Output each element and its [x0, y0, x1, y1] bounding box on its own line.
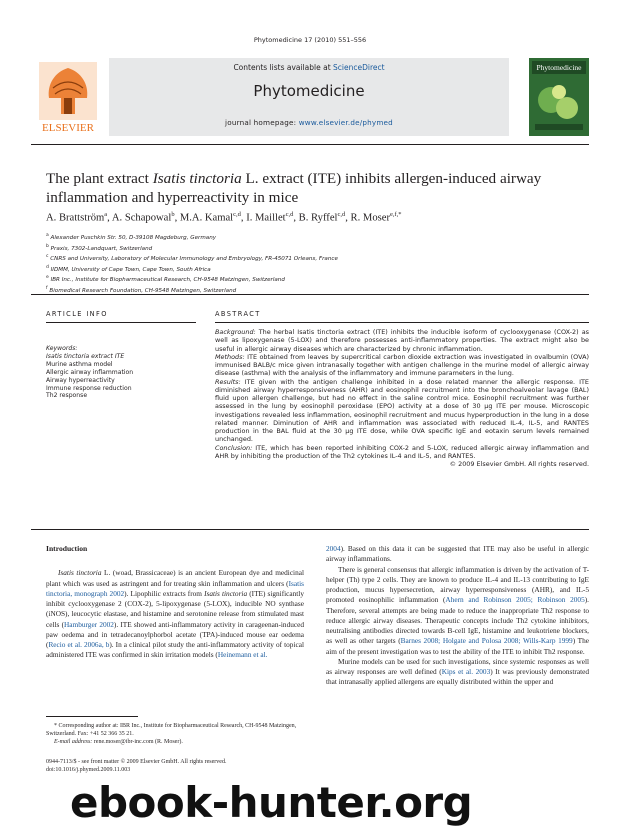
body-paragraph: 2004). Based on this data it can be suggested that ITE may also be useful in allergic airway inflammations.	[326, 544, 589, 564]
reference-link[interactable]: Kips et al. 2003	[441, 667, 491, 676]
reference-link[interactable]: Isatis tinctoria, monograph 2002	[46, 578, 304, 598]
keywords-label: Keywords:	[46, 345, 78, 352]
cover-title: Phytomedicine	[536, 63, 582, 72]
abstract-results: Results: ITE given with the antigen challenge inhibited in a dose related manner the allergic response. ITE diminished airway hyperresponsiveness (AHR) and eosinophil recruitment into the bronchoalveolar lavage (BAL) fluid upon allergen challenge, but had no effect in the saline control mice. Eosinophil recruitment was further assessed in the lung by eosinophil peroxidase (EPO) activity at a dose of 30 μg ITE per mouse. Microscopic investigations revealed less inflammation, eosinophil recruitment and mucus hyperproduction in the lung in a dose related manner. Diminution of AHR and inflammation was associated with reduced IL-4, IL-5, and RANTES production in the BAL fluid at the 30 μg ITE dose, while OVA specific IgE and eotaxin serum levels remained unchanged.	[215, 377, 589, 444]
body-column-left	[46, 544, 304, 661]
abstract-conclusion: Conclusion: ITE, which has been reported inhibiting COX-2 and 5-LOX, reduced allergic airway inflammation and AHR by inhibiting the production of the Th2 cytokines IL-4 and IL-5, and RANTES.	[215, 443, 589, 460]
copyright-notice: © 2009 Elsevier GmbH. All rights reserved.	[449, 460, 589, 468]
reference-link[interactable]: Recio et al. 2006a, b	[48, 640, 110, 649]
body-paragraph: Isatis tinctoria L. (woad, Brassicaceae) is an ancient European dye and medicinal plant which was used as astringent and for treating skin inflammation and ulcers (Isatis tinctoria, monograph 2002). Lipophilic extracts from Isatis tinctoria (ITE) significantly inhibit cyclooxygenase 2 (COX-2), 5-lipoxygenase (5-LOX), inducible NO synthase (iNOS), leucocytic elastase, and histamine and serotonine release from stimulated mast cells (Hamburger 2002). ITE showed anti-inflammatory activity in carageenan-induced paw oedema and in tetradecanoylphorbol acetate (TPA)-induced mouse ear oedema (Recio et al. 2006a, b). In a clinical pilot study the anti-inflammatory activity of topical administered ITE was confirmed in skin irritation models (Heinemann et al.	[46, 568, 305, 660]
contents-line	[109, 63, 509, 72]
affiliation: $^c$ CNRS and University, Laboratory of Molecular Immunology and Embryology, FR-45071 Orleans, France	[46, 254, 338, 262]
author: A. Schapowal	[111, 212, 172, 224]
keyword: Th2 response	[46, 392, 88, 400]
author: B. Ryffel	[298, 212, 338, 224]
keyword: Murine asthma model	[46, 360, 113, 368]
affiliation: $^e$ IBR Inc., Institute for Biopharmaceutical Research, CH-9548 Matzingen, Switzerland	[46, 275, 285, 284]
author: M.A. Kamal	[179, 212, 234, 224]
journal-cover-image	[529, 58, 589, 136]
author: I. Maillet	[246, 212, 286, 224]
sciencedirect-link[interactable]: ScienceDirect	[333, 63, 385, 72]
header-rule	[31, 144, 589, 145]
keyword: Allergic airway inflammation	[46, 368, 134, 376]
keywords-section	[46, 345, 206, 400]
abstract-background: Background: The herbal Isatis tinctoria extract (ITE) inhibits the inducible isoform of cyclooxygenase (COX-2) as well as lipoxygenase (5-LOX) and therefore possesses anti-inflammatory properties. The extract might also be useful in allergic airway diseases which are characterized by chronic inflammation.	[215, 328, 589, 353]
journal-homepage-link[interactable]: www.elsevier.de/phymed	[298, 118, 393, 127]
article-info-rule	[46, 322, 196, 323]
affiliation: $^d$ IIDMM, University of Cape Town, Cape Town, South Africa	[46, 264, 211, 273]
reference-link[interactable]: Heinemann et al.	[217, 650, 268, 660]
masthead-box	[109, 58, 509, 136]
abstract-methods: Methods: ITE obtained from leaves by supercritical carbon dioxide extraction was investigated in ovalbumin (OVA) immunised BALB/c mice given intranasally together with antigen challenge in the murine model of allergic airway disease (asthma) with the analysis of the inflammatory and immune parameters in the lung.	[215, 352, 589, 378]
contents-prefix: Contents lists available at	[233, 63, 334, 72]
reference-link[interactable]: Hamburger 2002	[64, 619, 114, 629]
keyword: Immune response reduction	[46, 384, 132, 392]
watermark: ebook-hunter.org	[70, 778, 473, 827]
affiliations	[46, 232, 586, 295]
body-paragraph: Murine models can be used for such investigations, since systemic responses as well as airway responses are well defined (Kips et al. 2003) It was previously demonstrated that intranasally applied allergens are equally distributed within the upper and	[326, 656, 589, 687]
corresponding-author[interactable]: R. Moser	[350, 212, 390, 224]
section-rule	[31, 294, 589, 295]
email-line: E-mail address: rene.moser@ibr-inc.com (R. Moser).	[54, 738, 183, 745]
article-info-heading: ARTICLE INFO	[46, 310, 108, 318]
keyword: Airway hyperreactivity	[46, 376, 115, 384]
abstract-bottom-rule	[31, 529, 589, 530]
homepage-line	[109, 118, 509, 127]
body-paragraph: There is general consensus that allergic inflammation is driven by the activation of T-helper (Th) type 2 cells. They are known to produce IL-4 and IL-13 contributing to IgE production, mucus hypersecretion, airway hyperresponsiveness (AHR), and IL-5 promoted eosinophilic inflammation (Ahern and Robinson 2005; Robinson 2005). Therefore, several attempts are being made to reduce the inappropriate Th2 response to reduce allergic airway diseases. Therapeutic concepts include Th2 cytokine inhibitors, neutralising antibodies directed towards B-cell IgE, histamine and leukotriene blockers, as well as other targets (Barnes 2008; Holgate and Polosa 2008; Wills-Karp 1999) The aim of the present investigation was to test the ability of the ITE to inhibit Th2 response.	[326, 564, 589, 656]
journal-title: Phytomedicine	[253, 82, 365, 100]
keyword: Isatis tinctoria extract ITE	[46, 352, 125, 360]
reference-link[interactable]: Barnes 2008; Holgate and Polosa 2008; Wills-Karp 1999	[400, 636, 573, 646]
author: A. Brattström	[46, 212, 105, 224]
journal-reference: Phytomedicine 17 (2010) 551–556	[253, 36, 367, 44]
footnote-rule	[46, 716, 138, 717]
reference-link[interactable]: Ahern and Robinson 2005; Robinson 2005	[445, 595, 585, 605]
elsevier-logo	[31, 58, 105, 136]
abstract-heading: ABSTRACT	[215, 310, 261, 318]
front-matter	[46, 759, 304, 775]
elsevier-logo-text: ELSEVIER	[42, 122, 94, 134]
article-title: The plant extract Isatis tinctoria L. extract (ITE) inhibits allergen-induced airway inflammation and hyperreactivity in mice	[46, 170, 542, 206]
footnote	[46, 723, 304, 747]
reference-link[interactable]: 2004	[326, 544, 341, 553]
body-column-right	[326, 544, 589, 688]
abstract-rule	[215, 322, 589, 323]
affiliation: $^b$ Praxis, 7302-Landquart, Switzerland	[46, 243, 153, 252]
journal-masthead	[31, 58, 589, 136]
doi-link[interactable]: doi:10.1016/j.phymed.2009.11.003	[46, 766, 131, 773]
author-list: A. Brattström$^a$, A. Schapowal$^b$, M.A. Kamal$^{c,d}$, I. Maillet$^{c,d}$, B. Ryffel$^{c,d}$, R. Moser$^{e,f,*}$	[46, 211, 402, 224]
issn-line: 0944-7113/$ - see front matter © 2009 Elsevier GmbH. All rights reserved.	[46, 759, 227, 765]
email-address[interactable]: rene.moser@ibr-inc.com (R. Moser).	[92, 738, 183, 745]
affiliation: $^f$ Biomedical Research Foundation, CH-9548 Matzingen, Switzerland	[46, 285, 237, 294]
abstract-body	[215, 328, 589, 468]
introduction-heading: Introduction	[46, 544, 88, 553]
homepage-prefix: journal homepage:	[225, 118, 299, 127]
corresponding-author-note: * Corresponding author at: IBR Inc., Institute for Biopharmaceutical Research, CH-9548 Matzingen, Switzerland. Fax: +41 52 366 35 21.	[46, 723, 297, 737]
affiliation: $^a$ Alexander Puschkin Str. 50, D-39108 Magdeburg, Germany	[46, 233, 217, 241]
